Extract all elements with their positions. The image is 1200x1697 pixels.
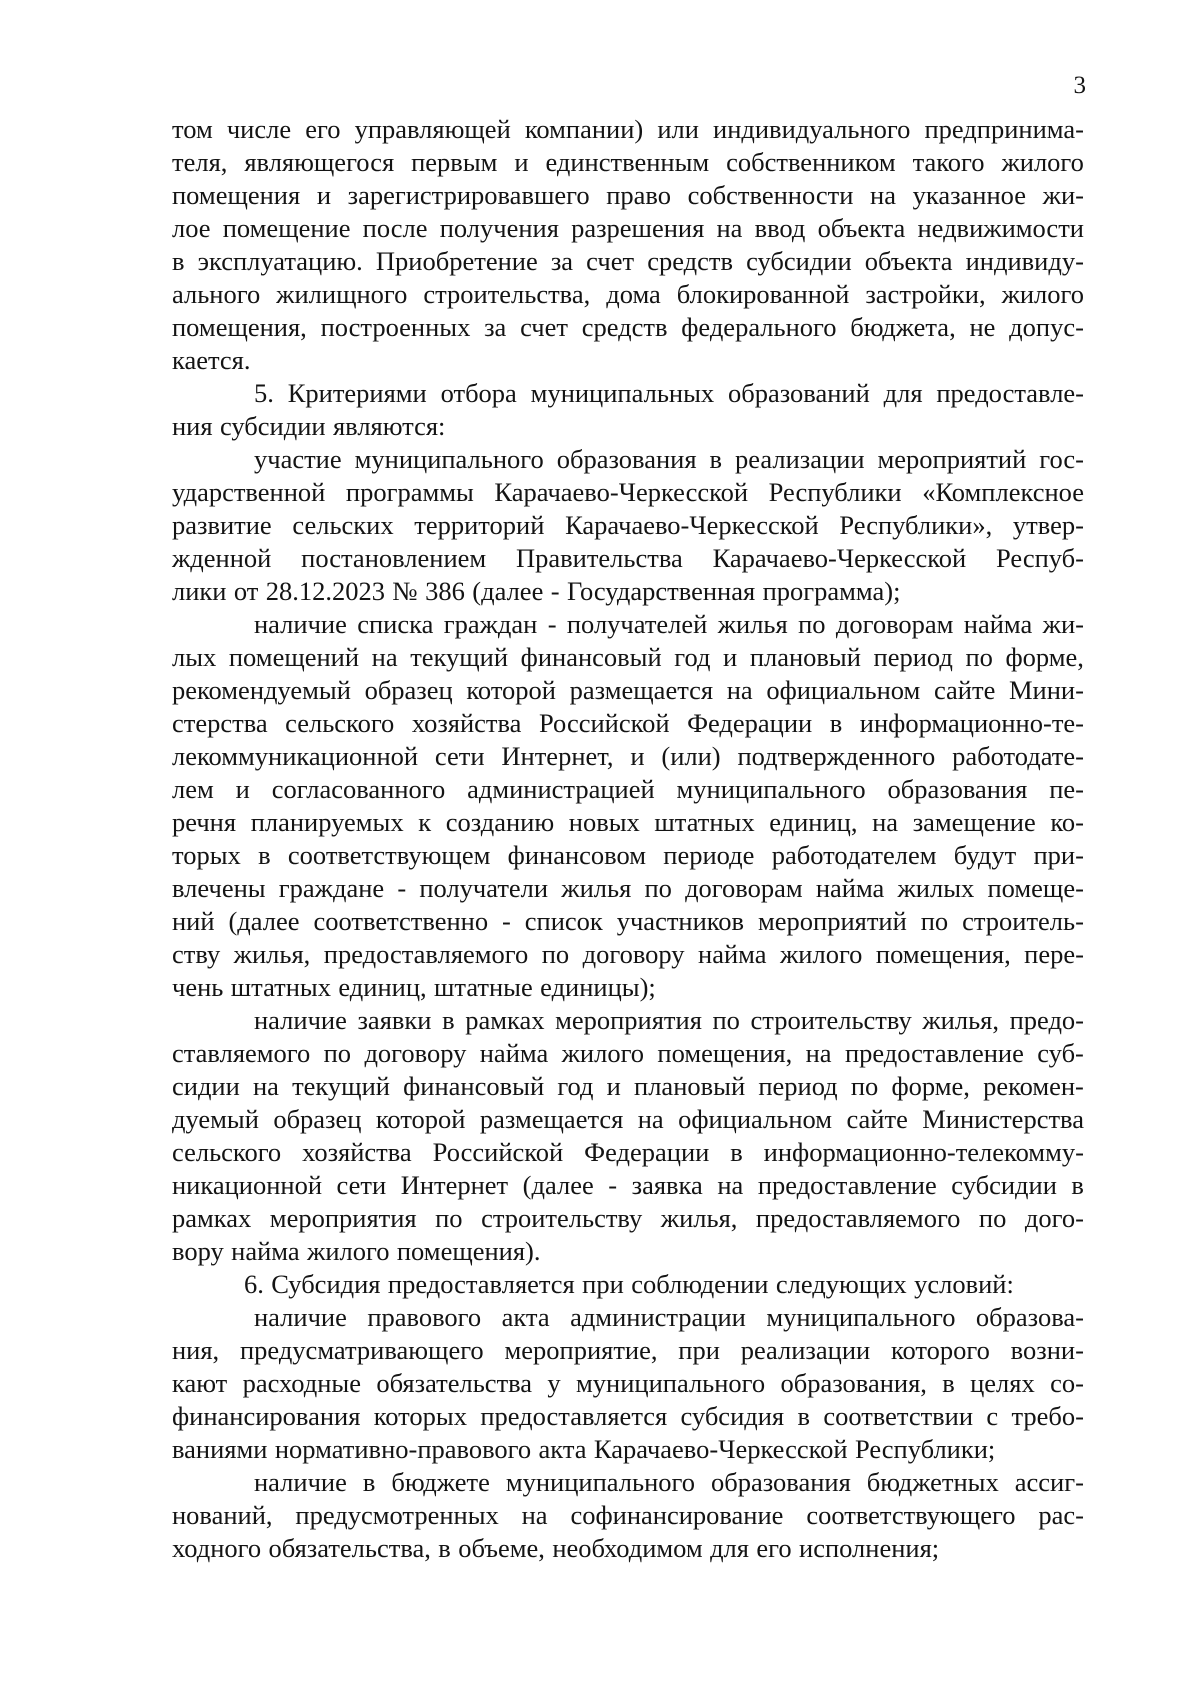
text-line: наличие списка граждан - получателей жилья по договорам найма жи- <box>254 609 1084 639</box>
text-line: чень штатных единиц, штатные единицы); <box>172 972 656 1002</box>
text-line: нований, предусмотренных на софинансирование соответствующего рас- <box>172 1500 1084 1530</box>
page-number: 3 <box>1073 72 1086 99</box>
text-line: участие муниципального образования в реализации мероприятий гос- <box>254 444 1084 474</box>
text-line: никационной сети Интернет (далее - заявка на предоставление субсидии в <box>172 1170 1084 1200</box>
text-line: стерства сельского хозяйства Российской Федерации в информационно-те- <box>172 708 1084 738</box>
text-line: лики от 28.12.2023 № 386 (далее - Государственная программа); <box>172 576 901 606</box>
text-line: ального жилищного строительства, дома блокированной застройки, жилого <box>172 279 1084 309</box>
text-line: лекоммуникационной сети Интернет, и (или) подтвержденного работодате- <box>172 741 1084 771</box>
text-line: влечены граждане - получатели жилья по договорам найма жилых помеще- <box>172 873 1084 903</box>
text-line: ставляемого по договору найма жилого помещения, на предоставление суб- <box>172 1038 1084 1068</box>
text-line: том числе его управляющей компании) или индивидуального предпринима- <box>172 114 1084 144</box>
text-line: наличие в бюджете муниципального образования бюджетных ассиг- <box>254 1467 1084 1497</box>
text-line: наличие правового акта администрации муниципального образова- <box>254 1302 1084 1332</box>
text-line: лое помещение после получения разрешения на ввод объекта недвижимости <box>172 213 1084 243</box>
text-line: 6. Субсидия предоставляется при соблюдении следующих условий: <box>244 1269 1014 1299</box>
text-line: помещения, построенных за счет средств федерального бюджета, не допус- <box>172 312 1084 342</box>
text-line: теля, являющегося первым и единственным собственником такого жилого <box>172 147 1084 177</box>
text-line: ний (далее соответственно - список участников мероприятий по строитель- <box>172 906 1084 936</box>
text-line: рекомендуемый образец которой размещается на официальном сайте Мини- <box>172 675 1084 705</box>
text-line: жденной постановлением Правительства Карачаево-Черкесской Респуб- <box>172 543 1084 573</box>
text-line: в эксплуатацию. Приобретение за счет средств субсидии объекта индивиду- <box>172 246 1084 276</box>
text-line: ния субсидии являются: <box>172 411 446 441</box>
text-line: ходного обязательства, в объеме, необходимом для его исполнения; <box>172 1533 940 1563</box>
text-line: торых в соответствующем финансовом периоде работодателем будут при- <box>172 840 1084 870</box>
text-line: наличие заявки в рамках мероприятия по строительству жилья, предо- <box>254 1005 1084 1035</box>
text-line: лем и согласованного администрацией муниципального образования пе- <box>172 774 1084 804</box>
text-line: ству жилья, предоставляемого по договору найма жилого помещения, пере- <box>172 939 1084 969</box>
text-line: речня планируемых к созданию новых штатных единиц, на замещение ко- <box>172 807 1084 837</box>
text-line: лых помещений на текущий финансовый год и плановый период по форме, <box>172 642 1084 672</box>
text-line: финансирования которых предоставляется субсидия в соответствии с требо- <box>172 1401 1084 1431</box>
text-line: помещения и зарегистрировавшего право собственности на указанное жи- <box>172 180 1084 210</box>
text-line: сидии на текущий финансовый год и плановый период по форме, рекомен- <box>172 1071 1084 1101</box>
text-line: кается. <box>172 345 251 375</box>
document-body <box>172 113 1084 1565</box>
text-line: кают расходные обязательства у муниципального образования, в целях со- <box>172 1368 1084 1398</box>
text-line: рамках мероприятия по строительству жилья, предоставляемого по дого- <box>172 1203 1084 1233</box>
text-line: ваниями нормативно-правового акта Карачаево-Черкесской Республики; <box>172 1434 996 1464</box>
text-line: вору найма жилого помещения). <box>172 1236 541 1266</box>
text-line: развитие сельских территорий Карачаево-Черкесской Республики», утвер- <box>172 510 1084 540</box>
text-line: дуемый образец которой размещается на официальном сайте Министерства <box>172 1104 1084 1134</box>
text-line: ударственной программы Карачаево-Черкесской Республики «Комплексное <box>172 477 1084 507</box>
text-line: ния, предусматривающего мероприятие, при реализации которого возни- <box>172 1335 1084 1365</box>
text-line: 5. Критериями отбора муниципальных образований для предоставле- <box>254 378 1084 408</box>
text-line: сельского хозяйства Российской Федерации в информационно-телекомму- <box>172 1137 1084 1167</box>
